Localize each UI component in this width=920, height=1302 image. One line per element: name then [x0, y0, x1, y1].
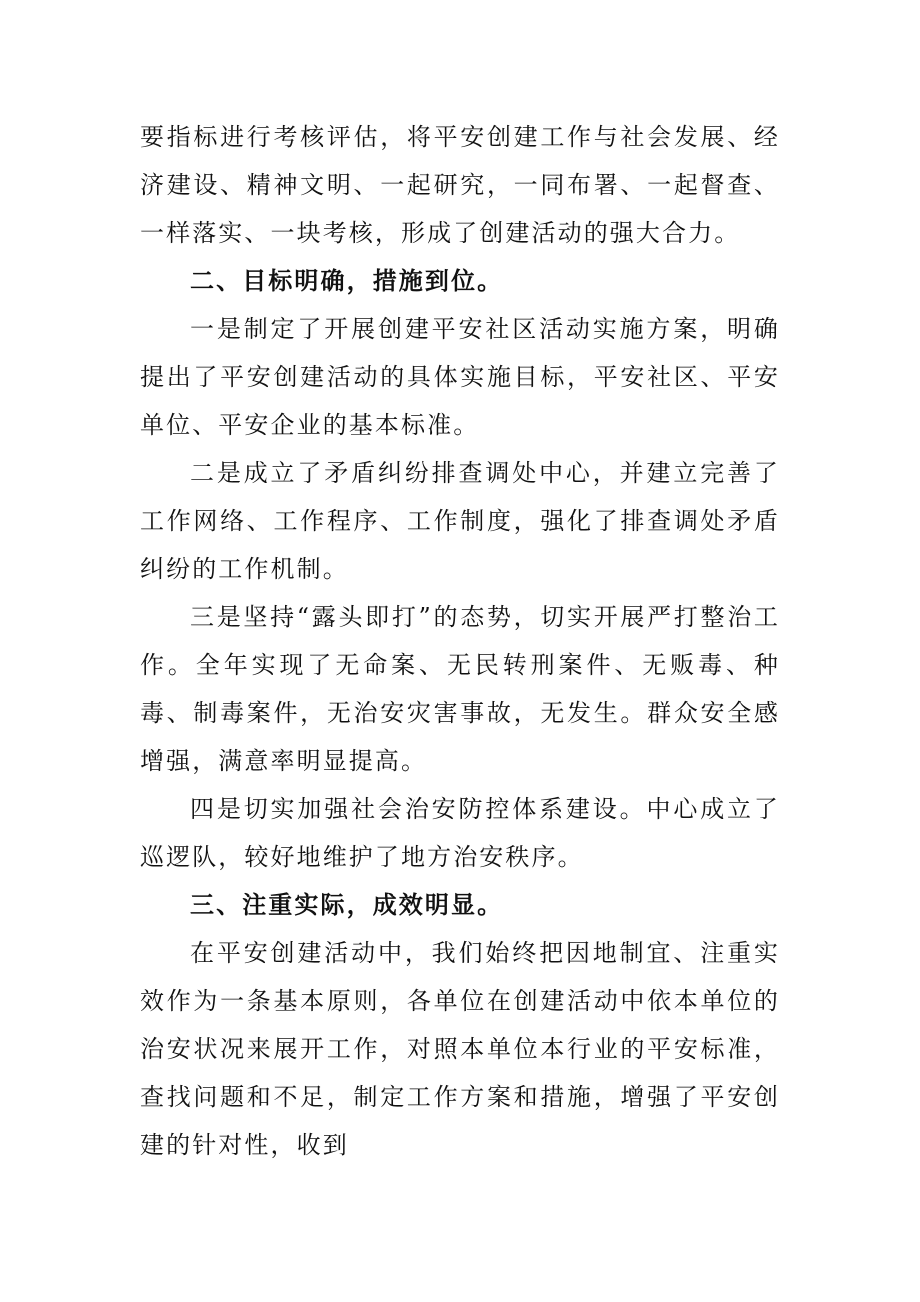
paragraph-item-3: 三是坚持“露头即打”的态势，切实开展严打整治工作。全年实现了无命案、无民转刑案件、无贩毒、种毒、制毒案件，无治安灾害事故，无发生。群众安全感增强，满意率明显提高。 [140, 603, 780, 775]
paragraph-item-2: 二是成立了矛盾纠纷排查调处中心，并建立完善了工作网络、工作程序、工作制度，强化了排查调处矛盾纠纷的工作机制。 [140, 459, 780, 583]
section-heading-3: 三、注重实际，成效明显。 [190, 890, 504, 919]
section-heading-2: 二、目标明确，措施到位。 [190, 266, 504, 295]
paragraph-item-4: 四是切实加强社会治安防控体系建设。中心成立了巡逻队，较好地维护了地方治安秩序。 [140, 795, 780, 871]
paragraph-item-1: 一是制定了开展创建平安社区活动实施方案，明确提出了平安创建活动的具体实施目标，平安社区、平安单位、平安企业的基本标准。 [140, 315, 780, 439]
paragraph-section-3-body: 在平安创建活动中，我们始终把因地制宜、注重实效作为一条基本原则，各单位在创建活动中依本单位的治安状况来展开工作，对照本单位本行业的平安标准，查找问题和不足，制定工作方案和措施，增强了平安创建的针对性，收到 [140, 939, 780, 1159]
paragraph-continuation: 要指标进行考核评估，将平安创建工作与社会发展、经济建设、精神文明、一起研究，一同布署、一起督查、一样落实、一块考核，形成了创建活动的强大合力。 [140, 123, 780, 247]
document-body [140, 113, 780, 1169]
